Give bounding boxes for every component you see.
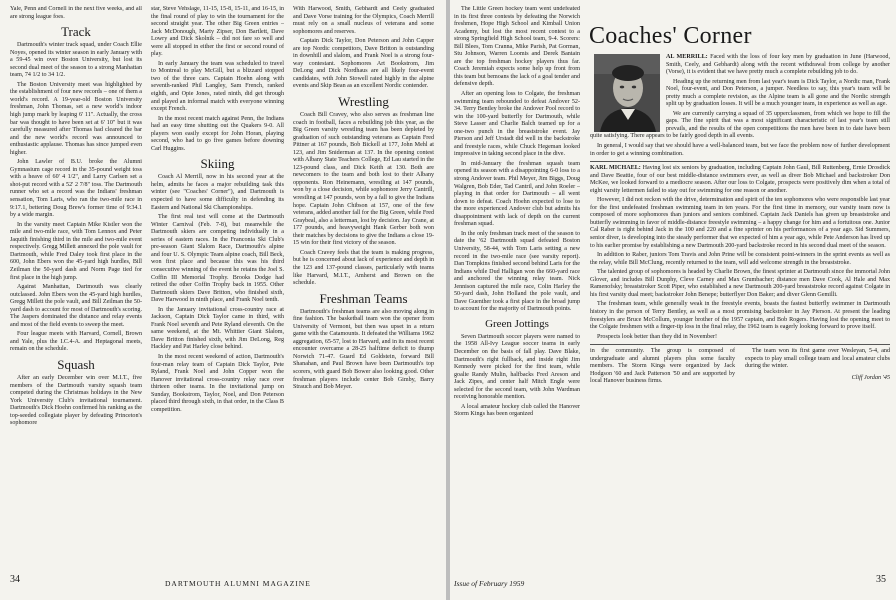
left-column-3 bbox=[293, 6, 434, 571]
paragraph: Captain Dick Taylor, Don Peterson and John Capper are top Nordic competitors, Dave Britton is outstanding in downhill and slalom, and Frank Noel is a strong four-way contestant. Sophomores Art Bookstrom, Jim DeLong and Dick Nordhaus are all likely four-event candidates, with John Stowell rated highly in the alpine events and Skip Bean as an excellent Nordic contender. bbox=[293, 38, 434, 90]
paragraph: John Lawler of B.U. broke the Alumni Gymnasium cage record in the 35-pound weight toss with a heave of 60' 4 1/2", and Larry Carlsen set a shot-put record with a 52' 2 7/8" toss. The Dartmouth runner who set a record was the Indians' freshman sensation, Tom Laris, who ran the two-mile race in 9:17.1, bettering Doug Brew's former time of 9:34.1 by a wide margin. bbox=[10, 159, 142, 219]
issue-footer: Issue of February 1959 bbox=[454, 579, 525, 588]
paragraph bbox=[590, 165, 890, 195]
paragraph: In the only freshman track meet of the season to date the '62 Dartmouth squad defeated Boston University, 58-44, with Tom Laris setting a new record in the two-mile race (see varsity report). Dan Tompkins finished second behind Laris for the Indians while Dud Halligan won the 660-yard race and anchored the winning relay team. Nick Jennison captured the mile race, Colin Harley the 50-yard dash, John Holland the pole vault, and Dave Guenther took a first place in the broad jump to account for the majority of Dartmouth points. bbox=[454, 230, 580, 313]
paragraph: However, I did not reckon with the drive, determination and spirit of the ten sophomores who were responsible last year for the first undefeated freshman swimming team in ten years. For the first time in memory, our varsity team now is composed of more sophomores than juniors and seniors combined. Captain Jack Daniels has given up breaststroke and butterfly swimming in favor of middle-distance freestyle swimming – a happy change for him and a fortuitous one. Junior Cal Raber is right behind Jack in the 100 and 220 and a fine sprinter on his performances of a year ago. Sid Summers, senior diver, is developing into the steady performer that we expected of him a year ago, while Pete Anderson has lived up to his earlier promise by establishing a new Dartmouth 200-yard backstroke record in his second dual meet of the season. bbox=[590, 197, 890, 249]
paragraph: The Little Green hockey team went undefeated in its first three contests by defeating the Norwich freshmen, Hope High School and Kimball Union Academy, but lost the most recent contest to a strong Springfield High School team, 9-4. Scorers: Bill Blees, Tom Cranna, Mike Parish, Pat Gorman, Stu Johnson, Warren Loomis and Derek Bantain are the top freshman hockey players thus far. Coach Jeremiah expects some help up front from this team but bemoans the lack of a goal tender and defensive depth. bbox=[454, 6, 580, 88]
paragraph: In general, I would say that we should have a well-balanced team, but we face the problem now of further development in order to get a winning combination. bbox=[590, 143, 890, 157]
paragraph: The freshman team, while generally weak in the freestyle events, boasts the fastest butterfly swimmer in Dartmouth history in the person of Terry Bentley, as well as a most promising backstroker in Jay Pierson. At present the leading freestylers are Bruce McCollum, younger brother of the 1957 captain, and Bob Rogers. Having lost the opening meet to the Colgate freshmen with a finger-tip loss in the final relay, the 1962 team is eagerly looking forward to prove itself. bbox=[590, 301, 890, 331]
right-column-1 bbox=[454, 6, 580, 571]
paragraph: In the January invitational cross-country race at Jackson, Captain Dick Taylor came in third, with Frank Noel seventh and Pete Ryland eleventh. On the same weekend, at the Mt. Whittier Giant Slalom, Dave Britton finished sixth, with Jim DeLong, Reg Hackley and Pat Harley close behind. bbox=[151, 306, 284, 351]
paragraph-text: Having lost six seniors by graduation, including Captain John Gaul, Bill Ruttenberg, Ernie Drosdick and Dave Beattie, four of our best middle-distance swimmers ever, as well as diver Bob Michael and backstroker Don McKee, we looked forward to a mediocre season. After our loss to Colgate, prospects were positively dim when a total of eight varsity lettermen failed to stay out for swimming for one reason or another. bbox=[590, 165, 890, 194]
paragraph: Prospects look better than they did in November! bbox=[597, 333, 717, 340]
divider bbox=[590, 344, 890, 345]
coach-name-michael: KARL MICHAEL: bbox=[590, 165, 641, 172]
left-page bbox=[0, 0, 446, 600]
paragraph: Four league meets with Harvard, Cornell, Brown and Yale, plus the I.C.4-A. and Heptagonal meets, remain on the schedule. bbox=[10, 331, 142, 353]
paragraph: We are currently carrying a squad of 35 upperclassmen, from which we hope to fill the gaps. The fine spirit that was a most significant characteristic of last year's team still prevails, and the results of the open competitions the men have been in to date have been quite satisfying. There appears to be fairly good depth in all events. bbox=[590, 110, 890, 140]
paragraph: Coach Al Merrill, now in his second year at the helm, admits he faces a major rebuilding task this winter (see "Coaches' Corner"), and Dartmouth is expected to have some difficulty in defending its Eastern and National Ski Championships. bbox=[151, 174, 284, 211]
paragraph: In addition to Raber, juniors Tom Travis and John Prine will be consistent point-winners in the sprint events as well as the relay, while Bill McClung, recently returned to the team, will add welcome strength in the breaststroke. bbox=[590, 252, 890, 266]
bottom-right-block bbox=[745, 348, 890, 388]
author-signature: Cliff Jordan '45 bbox=[851, 374, 890, 381]
paragraph: Heading up the returning men from last year's team is Dick Taylor, a Nordic man, Frank Noel, four-event, and Don Peterson, a jumper. Needless to say, this year's team will be pretty much a complete revision, as the Alpine team is all gone and the Nordic strength split up by graduation losses. It will be a much younger team, in experience as well as age. bbox=[666, 78, 890, 108]
coaches-corner-title: Coaches' Corner bbox=[589, 23, 752, 49]
paragraph: Coach Cravey feels that the team is making progress, but he is concerned about lack of experience and depth in the 123 and 137-pound classes, particularly with teams like Harvard, M.I.T., Amherst and Brown on the schedule. bbox=[293, 249, 434, 287]
section-heading-track: Track bbox=[61, 24, 91, 40]
opening-text: Yale, Penn and Cornell in the next five weeks, and all are strong league foes. bbox=[10, 6, 142, 20]
left-column-2 bbox=[151, 6, 284, 571]
paragraph: Coach Bill Cravey, who also serves as freshman line coach in football, faces a rebuilding job this year, as the Big Green varsity wrestling team has been depleted by graduation of such outstanding veterans as Captain Fred Pittner at 167 pounds, Bob Bickell at 177, John Mehl at 123, and Jim Sniderman at 137. In the opening contest with Albany State Teachers College, Ed Lau started in the 123-pound class, and Dick Keith at 130. Both are newcomers to the team and both lost to their Albany opponents. Ron Heinemann, wrestling at 147 pounds, won by a close decision, while sophomore Jerry Cantrill, wrestling at 147 pounds, won by a fall to give the Indians hope. Captain John Chibson at 157, one of the few veterans, added another fall for the Big Green, while Fred Graybeal, also a letterman, lost by decision. Jay Crane, at 177 pounds, and heavyweight Hank Gerber both won their matches by decisions to give the Indians a close 19-15 win for their first victory of the season. bbox=[293, 112, 434, 247]
paragraph: In the most recent match against Penn, the Indians had an easy time shutting out the Quakers 9-0. All players won easily except for John Horan, playing second, who had to go five games before downing Carl Huggins. bbox=[151, 115, 284, 152]
paragraph: Dartmouth's freshman teams are also moving along in fine fashion. The basketball team won the opener from University of Vermont, but then was upset in a return game with the Catamounts. It defeated the Williams 1962 aggregation, 65-57, lost to Harvard, and in its most recent encounter overcame a 28-25 halftime deficit to thump Norwich 71-47. Guard Ed Goldstein, forward Bill Shanahan, and Paul Brown have been Dartmouth's top scorers, with guard Bob Bower also looking good. Other freshman players include center Bob Gimby, Barry Strauch and Bob Meyer. bbox=[293, 308, 434, 391]
section-heading-freshman-teams: Freshman Teams bbox=[319, 290, 408, 306]
section-heading-wrestling: Wrestling bbox=[338, 94, 389, 110]
section-heading-squash: Squash bbox=[57, 356, 95, 372]
paragraph: In the varsity meet Captain Mike Kistler won the mile and two-mile race, with Tom Lennox and Peter Jaquith finishing third in the mile and two-mile event respectively. Gregg Millett annexed the pole vault for Dartmouth, while Fred Daley took first place in the 600, John Ebers won the 45-yard high hurdles, Bill Zeilman the 50-yard dash and Norm Page tied for first place in the high jump. bbox=[10, 221, 142, 281]
section-heading-green-jottings: Green Jottings bbox=[485, 317, 549, 330]
paragraph: After an opening loss to Colgate, the freshman swimming team rebounded to defeat Andover 52-34. Terry Bentley broke the Andover Pool record to win the 100-yard butterfly for Dartmouth, while Steve Lasser and Charlie Balch teamed up for a one-two punch in the breaststroke event. Jay Pierson and Jeff Urstadt did well in the backstroke and freestyle races, while Chuck Hegeman looked impressive in taking second place in the dive. bbox=[454, 91, 580, 158]
paragraph: The first real test will come at the Dartmouth Winter Carnival (Feb. 7-8), but meanwhile the Dartmouth skiers are competing individually in a series of eastern races. In the Franconia Ski Club's pre-season Giant Slalom Race, Dartmouth's alpine and four U. S. Olympic Team alpine coach, Bill Beck, won first place and because this was his third consecutive winning of the event he retains the Joel S. Coffin III Memorial Trophy. Brooks Dodge had retired the other Coffin Trophy back in 1955. Other Dartmouth skiers Dave Britton, who finished sixth, Dave Harwood in ninth place, and Frank Noel tenth. bbox=[151, 214, 284, 304]
paragraph: In mid-January the freshman squash team opened its season with a disappointing 6-0 loss to a strong Andover team. Phil Meyer, Jim Biggs, Doug Walgren, Bob Eder, Tad Cantril, and John Roeler – playing in that order for Dartmouth – all went down to defeat. Coach Hoehn expected to lose to the more experienced Andover club but admits his disappointment with lack of depth on the current freshman squad. bbox=[454, 160, 580, 228]
coaches-corner-column bbox=[590, 6, 890, 566]
right-page bbox=[450, 0, 896, 600]
paragraph: The team won its first game over Wesleyan, 5-4, and expects to play small college team and local amateur clubs during the winter. bbox=[745, 348, 890, 370]
paragraph: Dartmouth's winter track squad, under Coach Ellie Noyes, opened its winter season in early January with a 59-45 win over Boston University, but lost its second dual meet of the season to a strong Manhattan team, 74 1/2 to 34 1/2. bbox=[10, 42, 142, 79]
left-column-1 bbox=[10, 6, 142, 571]
section-heading-skiing: Skiing bbox=[200, 156, 235, 172]
paragraph: In the most recent weekend of action, Dartmouth's four-man relay team of Captain Dick Taylor, Pete Ryland, Frank Noel and John Copper won the Hanover invitational cross-country relay race over thirteen other teams. In the invitational jump on Sunday, Bookstrom, Taylor, Noel, and Don Peterson placed third through sixth, in that order, in the Class B competition. bbox=[151, 353, 284, 413]
paragraph: The Boston University meet was highlighted by the establishment of four new records – one of them a world's record. A 19-year-old Boston University freshman, John Thomas, set a new world's indoor high jump mark by leaping 6' 11". Actually, the cross bar was thought to have been set at 6' 10" but it was carefully measured after Thomas had cleared the bar and the new world's record was announced to enthusiastic applause. Thomas has since jumped even higher. bbox=[10, 81, 142, 156]
bottom-columns bbox=[590, 348, 890, 388]
paragraph: Seven Dartmouth soccer players were named to the 1958 All-Ivy League soccer teams in early December on the basis of fall play. Dave Blake, Dartmouth's right fullback, and inside right Jim Kennedy were picked for the first team, while goalie Randy Mulin, halfbacks Fred Areson and Jack Zipes, and center half Mitch Engle were selected for the second team, with John Wardman receiving honorable mention. bbox=[454, 333, 580, 401]
magazine-footer: DARTMOUTH ALUMNI MAGAZINE bbox=[165, 579, 311, 588]
page-number: 34 bbox=[10, 574, 20, 585]
page-number: 35 bbox=[876, 574, 886, 585]
paragraph-text: Faced with the loss of four key men by graduation in June (Harwood, Smith, Ceely, and Gebhardt) along with the recent withdrawal from college by another (Vorse), it is evident that we have pretty much a complete rebuilding job to do. bbox=[666, 54, 890, 76]
paragraph: After an early December win over M.I.T., five members of the Dartmouth varsity squash team competed during the Christmas holidays in the New York University Club's invitational tournament. Dartmouth's Dick Hoehn confirmed his ranking as the top-seeded collegiate player by defeating Princeton's sophomore bbox=[10, 374, 142, 427]
paragraph: star, Steve Vehslage, 11-15, 15-8, 15-11, and 16-15, in the final round of play to win the tournament for the second straight year. The other Big Green entries – Jack McDonough, Marty Zipser, Don Bartlett, Dave Lowry and Dick Skolnik – did not fare so well and were all stopped in either the first or second round of play. bbox=[151, 6, 284, 58]
paragraph: Against Manhattan, Dartmouth was clearly outclassed. John Ebers won the 45-yard high hurdles, Gregg Millett the pole vault, and Bill Zeilman the 50-yard dash to account for most of Dartmouth's scoring. The Jaspers dominated the distance and relay events and most of the field events to sweep the meet. bbox=[10, 284, 142, 328]
paragraph: The talented group of sophomores is headed by Charlie Brown, the finest sprinter at Dartmouth since the immortal John Glover, and includes Bill Dunphy, Cleve Carney and Max Grumbacher; distance men Dave Cook, Al Hale and Max Ramenofsky; breaststroker Scott Piper, who established a new Dartmouth 200-yard breaststroke record against Colgate in his first varsity dual meet; backstroker John Benepe; butterflyer Don Baker; and diver Glenn Gemilli. bbox=[590, 269, 890, 298]
paragraph: In early January the team was scheduled to travel to Montreal to play McGill, but a blizzard stopped two of the three cars. Captain Hoehn along with seventh-ranked Phil Langley, Sam French, ranked eighth, and Opie Jones, rated ninth, did get through and played an informal match with everyone winning except French. bbox=[151, 60, 284, 113]
divider bbox=[590, 161, 890, 162]
coach-name-merrill: AL MERRILL: bbox=[666, 54, 708, 60]
paragraph: With Harwood, Smith, Gebhardt and Ceely graduated and Dave Vorse training for the Olympics, Coach Merrill must rely on a small nucleus of veterans and some sophomores and reserves. bbox=[293, 6, 434, 35]
paragraph: A local amateur hockey club called the Hanover Storm Kings has been organized bbox=[454, 403, 580, 418]
paragraph: in the community. The group is composed of undergraduate and alumni players plus some faculty members. The Storm Kings were organized by Jack Hodgson '60 and Jack Patterson '50 and are supported by local Hanover business firms. bbox=[590, 348, 735, 385]
photo-spacer bbox=[590, 6, 666, 128]
